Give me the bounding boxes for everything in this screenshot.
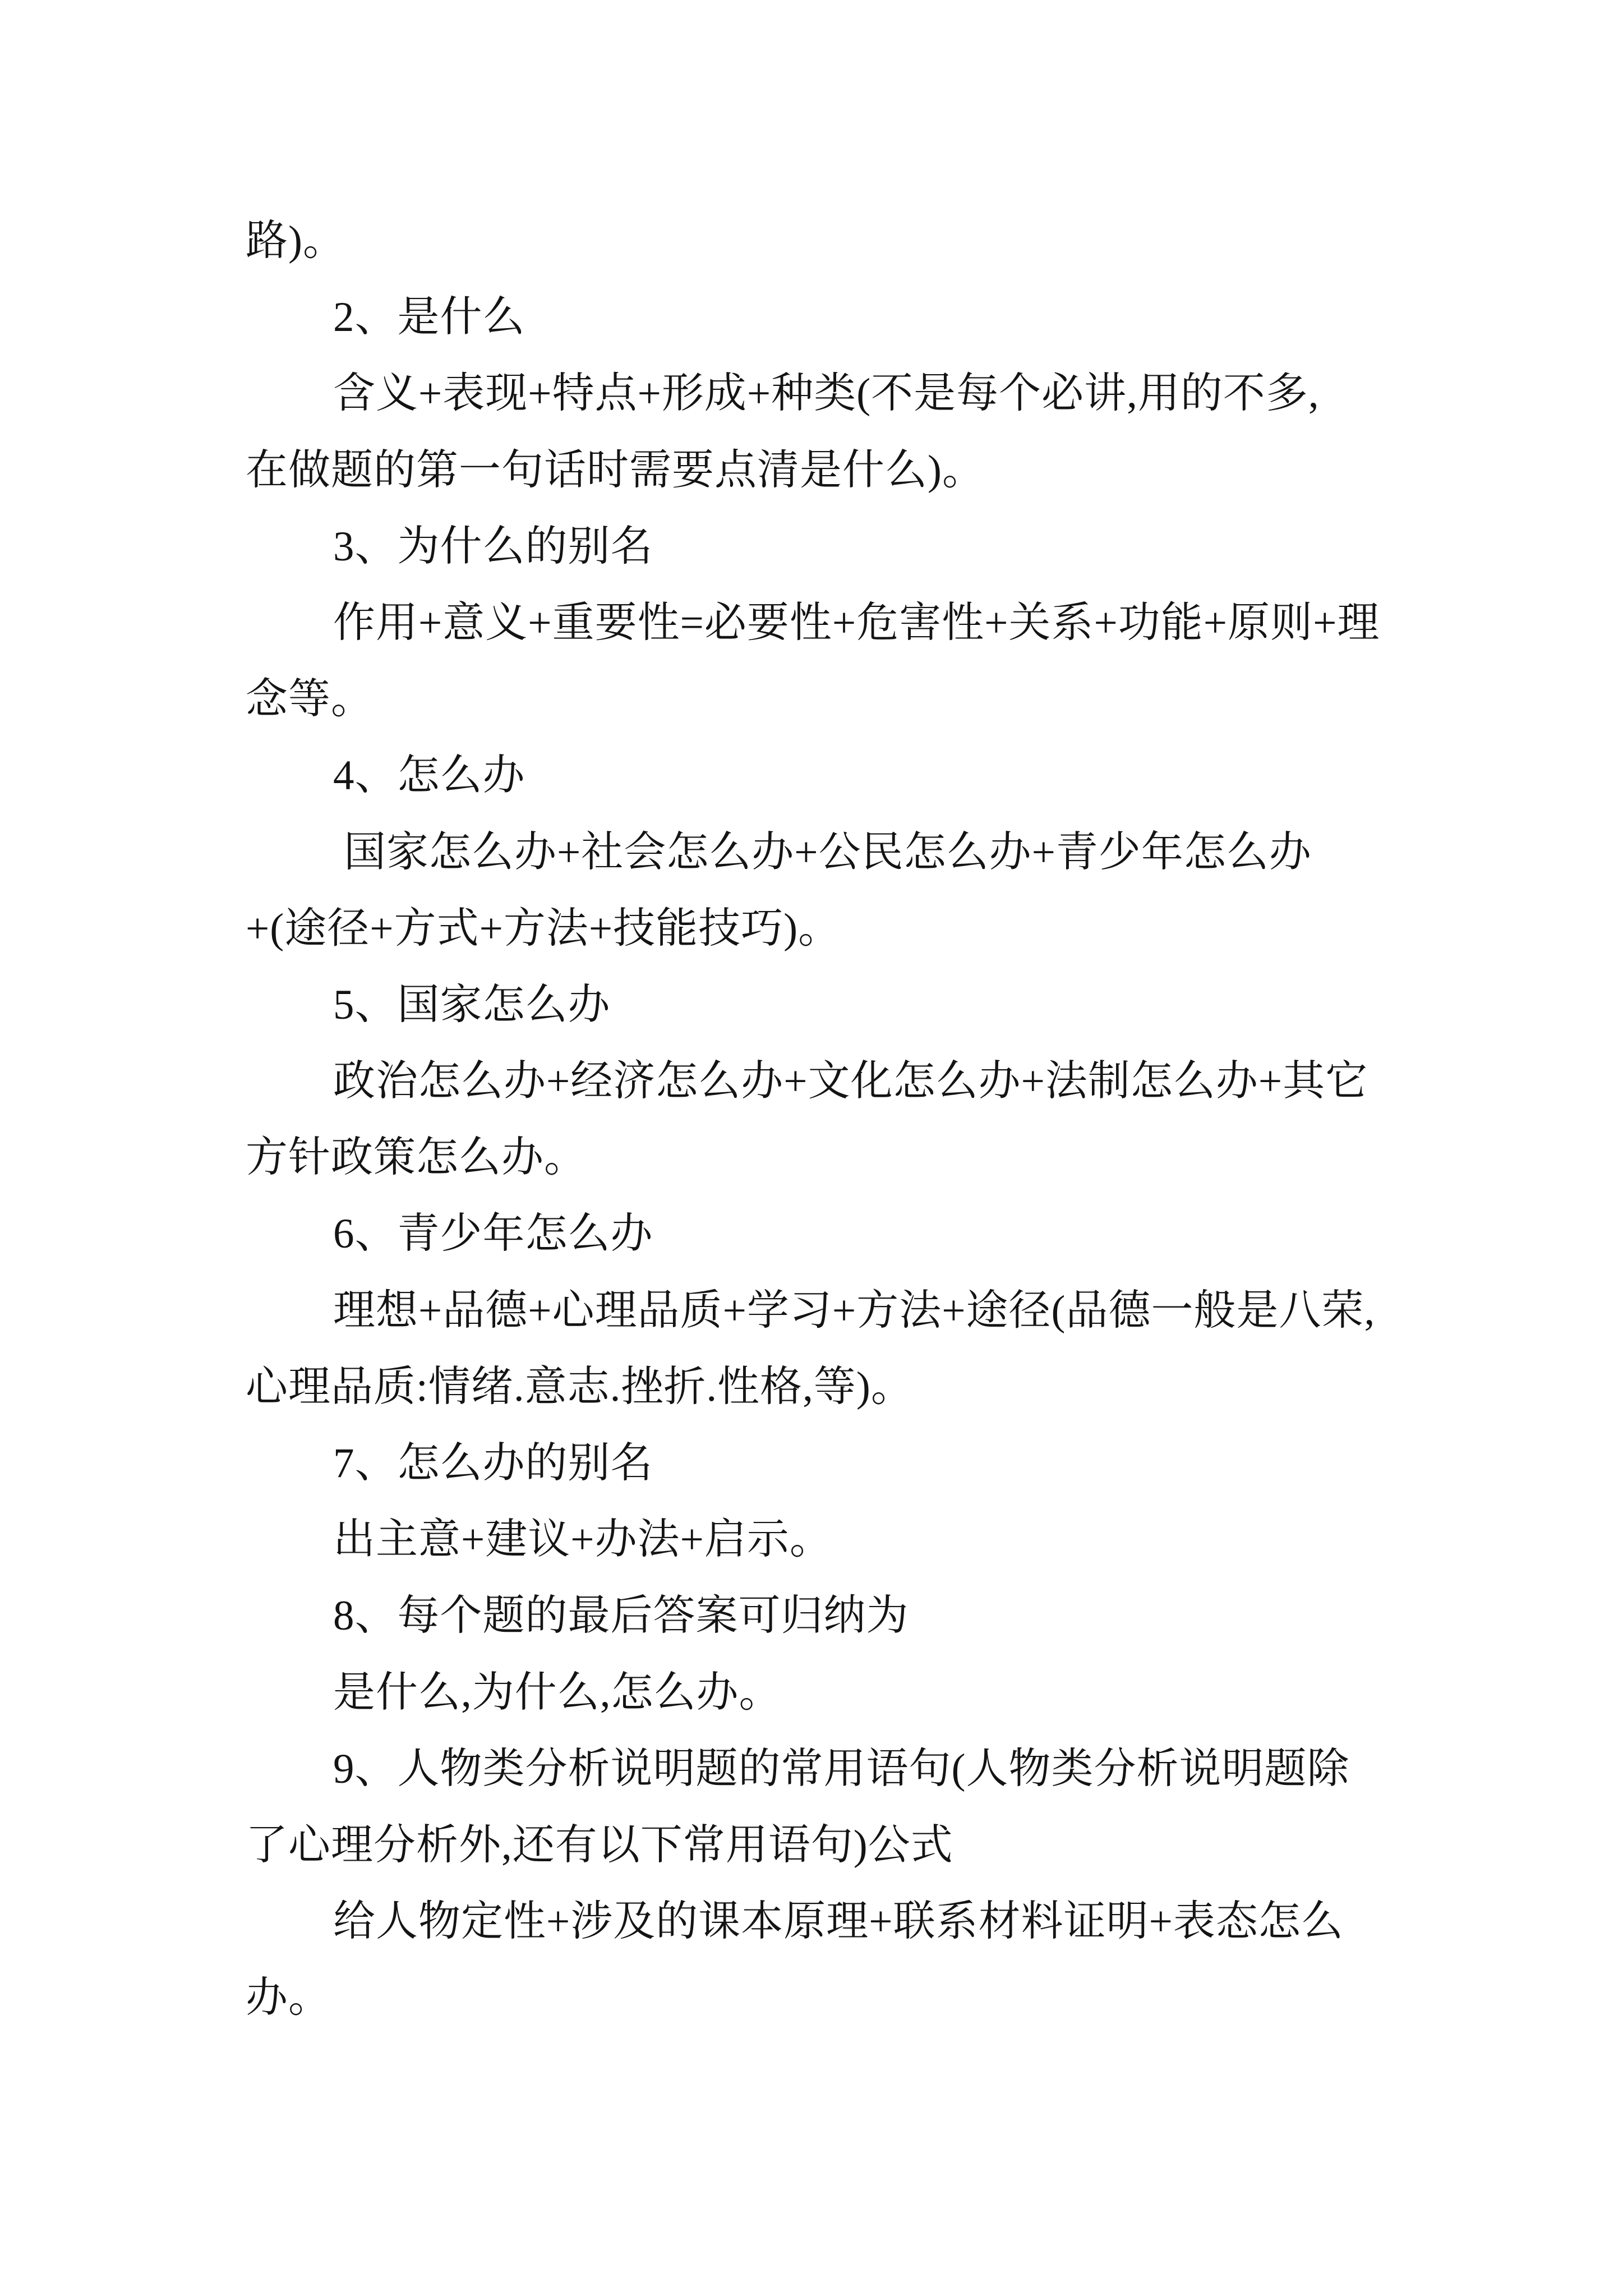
section-body-line: 政治怎么办+经济怎么办+文化怎么办+法制怎么办+其它 bbox=[333, 1058, 1368, 1105]
section-3 bbox=[0, 509, 1623, 738]
section-9 bbox=[0, 1731, 1623, 2037]
section-body-line: 含义+表现+特点+形成+种类(不是每个必讲,用的不多, bbox=[333, 370, 1320, 417]
section-heading: 2、是什么 bbox=[333, 294, 525, 341]
carryover-text: 路)。 bbox=[246, 218, 345, 264]
section-body-line: 理想+品德+心理品质+学习+方法+途径(品德一般是八荣, bbox=[333, 1287, 1376, 1334]
section-7 bbox=[0, 1425, 1623, 1578]
section-heading: 5、国家怎么办 bbox=[333, 981, 611, 1028]
section-heading: 6、青少年怎么办 bbox=[333, 1211, 653, 1258]
section-body-line: 方针政策怎么办。 bbox=[246, 1134, 587, 1181]
section-2 bbox=[0, 279, 1623, 509]
section-6 bbox=[0, 1196, 1623, 1425]
section-4 bbox=[0, 738, 1623, 967]
section-heading: 3、为什么的别名 bbox=[333, 523, 653, 570]
section-8 bbox=[0, 1578, 1623, 1731]
section-heading: 8、每个题的最后答案可归纳为 bbox=[333, 1593, 909, 1640]
section-body-line: 国家怎么办+社会怎么办+公民怎么办+青少年怎么办 bbox=[344, 829, 1312, 876]
section-body-line: 在做题的第一句话时需要点清是什么)。 bbox=[246, 447, 985, 494]
section-body-line: 办。 bbox=[246, 1975, 331, 2022]
document-body bbox=[0, 203, 1623, 2037]
section-body-line: 出主意+建议+办法+启示。 bbox=[333, 1516, 832, 1563]
section-body-line: 念等。 bbox=[246, 676, 374, 723]
section-body-line: 作用+意义+重要性=必要性+危害性+关系+功能+原则+理 bbox=[333, 599, 1380, 646]
section-body-line: 是什么,为什么,怎么办。 bbox=[333, 1669, 782, 1716]
section-5 bbox=[0, 967, 1623, 1197]
section-body-line: 给人物定性+涉及的课本原理+联系材料证明+表态怎么 bbox=[333, 1898, 1344, 1945]
section-heading: 4、怎么办 bbox=[333, 752, 525, 799]
section-heading: 9、人物类分析说明题的常用语句(人物类分析说明题除 bbox=[333, 1745, 1350, 1792]
section-heading: 了心理分析外,还有以下常用语句)公式 bbox=[246, 1821, 953, 1869]
section-body-line: 心理品质:情绪.意志.挫折.性格,等)。 bbox=[246, 1363, 914, 1410]
section-heading: 7、怎么办的别名 bbox=[333, 1440, 653, 1487]
section-body-line: +(途径+方式+方法+技能技巧)。 bbox=[246, 905, 841, 952]
